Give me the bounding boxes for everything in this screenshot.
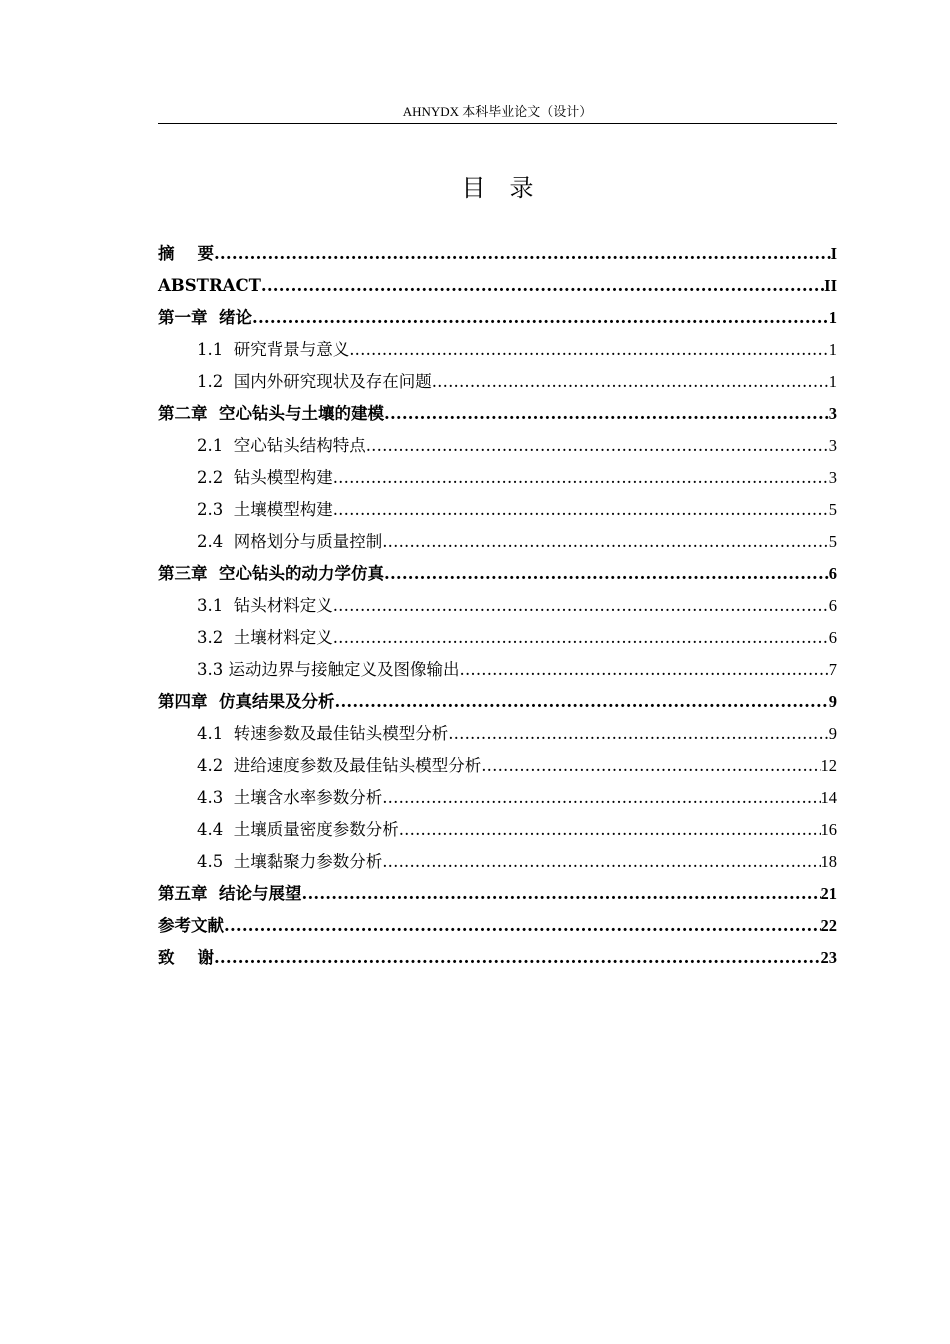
toc-section-entry[interactable]	[158, 718, 837, 750]
toc-chapter-entry[interactable]	[158, 878, 837, 910]
toc-chapter-entry[interactable]	[158, 398, 837, 430]
toc-entry-label: 4.3 土壤含水率参数分析	[197, 788, 383, 807]
toc-entry-label: 摘 要	[158, 244, 214, 263]
toc-entry-label: 第三章 空心钻头的动力学仿真	[158, 564, 384, 583]
toc-dot-leader	[399, 814, 821, 846]
toc-entry-page-number: 6	[828, 564, 837, 583]
toc-dot-leader	[261, 270, 824, 302]
toc-section-entry[interactable]	[158, 366, 837, 398]
toc-section-entry[interactable]	[158, 526, 837, 558]
toc-entry-page-number: 18	[820, 852, 837, 871]
toc-dot-leader	[382, 782, 820, 814]
toc-section-entry[interactable]	[158, 622, 837, 654]
toc-chapter-entry[interactable]	[158, 558, 837, 590]
toc-entry-label: 致 谢	[158, 948, 214, 967]
toc-entry-label: 3.3 运动边界与接触定义及图像输出	[197, 660, 460, 679]
toc-entry-page-number: 21	[820, 884, 837, 903]
toc-entry-label: 2.2 钻头模型构建	[197, 468, 333, 487]
toc-section-entry[interactable]	[158, 462, 837, 494]
toc-entry-page-number: II	[824, 276, 837, 295]
toc-entry-page-number: 5	[828, 500, 837, 519]
toc-chapter-entry[interactable]	[158, 302, 837, 334]
toc-entry-label: 参考文献	[158, 916, 224, 935]
toc-title: 目录	[461, 174, 558, 202]
toc-entry-page-number: 1	[828, 308, 837, 327]
toc-chapter-entry[interactable]	[158, 942, 837, 974]
toc-entry-label: 第四章 仿真结果及分析	[158, 692, 335, 711]
toc-dot-leader	[384, 558, 829, 590]
toc-entry-label: 1.1 研究背景与意义	[197, 340, 350, 359]
toc-entry-label: 2.1 空心钻头结构特点	[197, 436, 366, 455]
toc-section-entry[interactable]	[158, 430, 837, 462]
toc-entry-page-number: 9	[828, 724, 837, 743]
toc-entry-label: 4.2 进给速度参数及最佳钻头模型分析	[197, 756, 482, 775]
toc-section-entry[interactable]	[158, 750, 837, 782]
toc-entry-page-number: 3	[828, 436, 837, 455]
toc-dot-leader	[214, 238, 831, 270]
toc-dot-leader	[333, 590, 829, 622]
toc-entry-label: 2.4 网格划分与质量控制	[197, 532, 383, 551]
toc-entry-label: 3.1 钻头材料定义	[197, 596, 333, 615]
toc-entry-label: 第五章 结论与展望	[158, 884, 302, 903]
toc-chapter-entry[interactable]	[158, 910, 837, 942]
toc-section-entry[interactable]	[158, 814, 837, 846]
toc-entry-page-number: 14	[820, 788, 837, 807]
toc-dot-leader	[349, 334, 829, 366]
toc-dot-leader	[214, 942, 821, 974]
toc-entry-page-number: 23	[820, 948, 837, 967]
toc-section-entry[interactable]	[158, 782, 837, 814]
toc-entry-page-number: 5	[828, 532, 837, 551]
toc-dot-leader	[302, 878, 821, 910]
toc-entry-page-number: 1	[828, 340, 837, 359]
toc-entry-page-number: 1	[828, 372, 837, 391]
table-of-contents	[158, 238, 837, 974]
toc-entry-page-number: 12	[820, 756, 837, 775]
toc-dot-leader	[252, 302, 829, 334]
toc-entry-page-number: 16	[820, 820, 837, 839]
toc-entry-label: 第一章 绪论	[158, 308, 252, 327]
toc-chapter-entry[interactable]	[158, 686, 837, 718]
toc-entry-label: 第二章 空心钻头与土壤的建模	[158, 404, 384, 423]
toc-chapter-entry[interactable]	[158, 270, 837, 302]
toc-entry-label: 4.5 土壤黏聚力参数分析	[197, 852, 383, 871]
toc-dot-leader	[432, 366, 829, 398]
toc-entry-label: 4.1 转速参数及最佳钻头模型分析	[197, 724, 449, 743]
toc-section-entry[interactable]	[158, 846, 837, 878]
toc-entry-label: 4.4 土壤质量密度参数分析	[197, 820, 399, 839]
toc-dot-leader	[333, 462, 829, 494]
toc-dot-leader	[224, 910, 821, 942]
toc-entry-label: 3.2 土壤材料定义	[197, 628, 333, 647]
toc-section-entry[interactable]	[158, 590, 837, 622]
toc-entry-label: ABSTRACT	[158, 276, 261, 295]
toc-entry-page-number: 7	[828, 660, 837, 679]
toc-dot-leader	[481, 750, 820, 782]
toc-dot-leader	[333, 494, 829, 526]
toc-entry-page-number: 6	[828, 628, 837, 647]
toc-dot-leader	[460, 654, 829, 686]
header-rule	[158, 123, 837, 124]
toc-entry-page-number: 3	[828, 468, 837, 487]
toc-section-entry[interactable]	[158, 654, 837, 686]
toc-entry-label: 1.2 国内外研究现状及存在问题	[197, 372, 432, 391]
toc-section-entry[interactable]	[158, 494, 837, 526]
toc-entry-page-number: I	[830, 244, 837, 263]
toc-entry-page-number: 3	[828, 404, 837, 423]
toc-entry-page-number: 6	[828, 596, 837, 615]
toc-dot-leader	[333, 622, 829, 654]
toc-dot-leader	[382, 846, 820, 878]
toc-entry-label: 2.3 土壤模型构建	[197, 500, 333, 519]
toc-dot-leader	[384, 398, 829, 430]
toc-entry-page-number: 22	[820, 916, 837, 935]
toc-dot-leader	[335, 686, 829, 718]
toc-dot-leader	[382, 526, 829, 558]
running-header: AHNYDX 本科毕业论文（设计）	[402, 104, 593, 119]
toc-section-entry[interactable]	[158, 334, 837, 366]
toc-chapter-entry[interactable]	[158, 238, 837, 270]
toc-entry-page-number: 9	[828, 692, 837, 711]
toc-dot-leader	[366, 430, 829, 462]
toc-dot-leader	[448, 718, 829, 750]
